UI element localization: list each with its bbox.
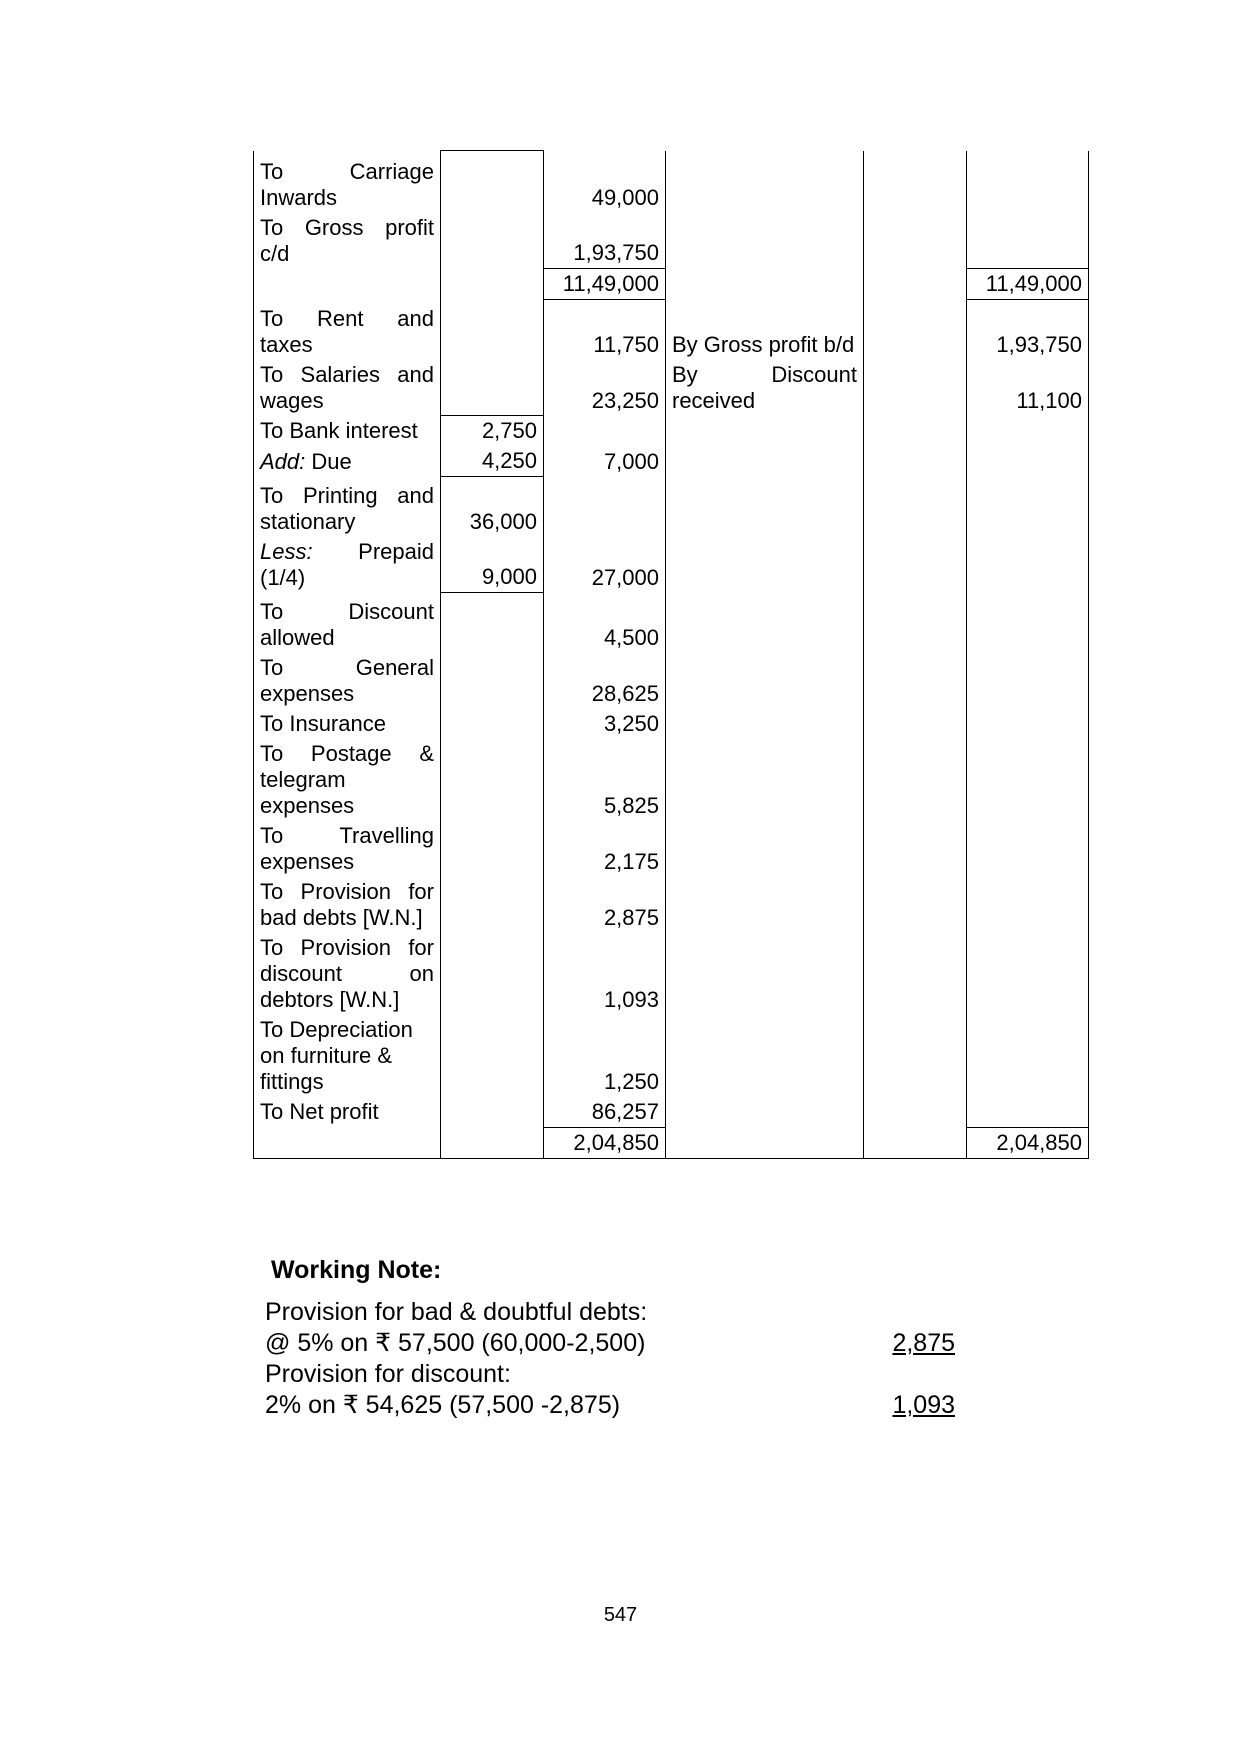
table-row	[254, 739, 1089, 821]
credit-inner-cell	[864, 269, 967, 300]
working-note-calculation: @ 5% on ₹ 57,500 (60,000-2,500)	[265, 1329, 646, 1357]
amount-cell: 3,250	[544, 709, 666, 739]
particulars-cell: To Discount allowed	[254, 593, 441, 653]
credit-amount-cell	[967, 537, 1089, 593]
particulars-cell: To Depreciation on furniture & fittings	[254, 1015, 441, 1097]
credit-particulars-cell: By Discount received	[666, 360, 864, 416]
credit-amount-cell	[967, 1097, 1089, 1128]
table-row	[254, 537, 1089, 593]
particulars-cell	[254, 269, 441, 300]
credit-particulars-cell	[666, 739, 864, 821]
credit-inner-cell	[864, 877, 967, 933]
credit-particulars-cell	[666, 537, 864, 593]
working-note-amount: 1,093	[892, 1391, 955, 1419]
amount-cell: 4,500	[544, 593, 666, 653]
credit-inner-cell	[864, 1015, 967, 1097]
amount-cell: 1,250	[544, 1015, 666, 1097]
credit-amount-cell	[967, 1015, 1089, 1097]
inner-amount-cell	[441, 1015, 544, 1097]
credit-inner-cell	[864, 151, 967, 213]
credit-amount-cell	[967, 593, 1089, 653]
profit-and-loss-account-table	[253, 150, 1089, 1159]
table-row	[254, 151, 1089, 213]
credit-inner-cell	[864, 593, 967, 653]
table-row	[254, 653, 1089, 709]
working-note-title: Working Note:	[271, 1256, 442, 1284]
inner-amount-cell	[441, 933, 544, 1015]
inner-amount-cell	[441, 151, 544, 213]
credit-particulars-cell	[666, 416, 864, 447]
table-row	[254, 1015, 1089, 1097]
inner-amount-cell	[441, 1127, 544, 1158]
particulars-cell	[254, 1127, 441, 1158]
working-note-calculation: 2% on ₹ 54,625 (57,500 -2,875)	[265, 1391, 621, 1419]
inner-amount-cell	[441, 300, 544, 360]
particulars-cell: To Salaries and wages	[254, 360, 441, 416]
credit-particulars-cell	[666, 446, 864, 477]
credit-amount-cell	[967, 739, 1089, 821]
credit-amount-total-cell: 2,04,850	[967, 1127, 1089, 1158]
inner-amount-cell	[441, 877, 544, 933]
particulars-cell: To General expenses	[254, 653, 441, 709]
working-note-line	[265, 1390, 965, 1421]
credit-inner-cell	[864, 537, 967, 593]
credit-amount-cell	[967, 821, 1089, 877]
inner-amount-cell: 4,250	[441, 446, 544, 477]
credit-inner-cell	[864, 446, 967, 477]
working-note	[265, 1297, 965, 1421]
amount-total-cell: 2,04,850	[544, 1127, 666, 1158]
inner-amount-cell	[441, 213, 544, 269]
table-row	[254, 300, 1089, 360]
working-note-heading: Provision for discount:	[265, 1360, 511, 1388]
amount-cell: 11,750	[544, 300, 666, 360]
amount-cell: 1,93,750	[544, 213, 666, 269]
credit-particulars-cell	[666, 269, 864, 300]
credit-particulars-cell	[666, 1097, 864, 1128]
inner-amount-cell	[441, 653, 544, 709]
amount-cell: 7,000	[544, 446, 666, 477]
credit-inner-cell	[864, 477, 967, 537]
credit-particulars-cell	[666, 877, 864, 933]
amount-cell: 28,625	[544, 653, 666, 709]
credit-amount-cell	[967, 477, 1089, 537]
working-note-heading: Provision for bad & doubtful debts:	[265, 1298, 648, 1326]
credit-particulars-cell	[666, 933, 864, 1015]
working-note-amount: 2,875	[892, 1329, 955, 1357]
credit-amount-cell: 1,93,750	[967, 300, 1089, 360]
credit-amount-cell: 11,100	[967, 360, 1089, 416]
credit-inner-cell	[864, 1127, 967, 1158]
amount-cell: 5,825	[544, 739, 666, 821]
amount-cell: 2,175	[544, 821, 666, 877]
inner-amount-cell	[441, 739, 544, 821]
inner-amount-cell	[441, 269, 544, 300]
credit-amount-cell	[967, 933, 1089, 1015]
credit-inner-cell	[864, 300, 967, 360]
credit-particulars-cell	[666, 709, 864, 739]
particulars-cell: To Printing and stationary	[254, 477, 441, 537]
inner-amount-cell: 2,750	[441, 416, 544, 447]
credit-amount-cell	[967, 653, 1089, 709]
table-row	[254, 477, 1089, 537]
credit-particulars-cell	[666, 1127, 864, 1158]
amount-cell	[544, 416, 666, 447]
table-row	[254, 1097, 1089, 1128]
amount-total-cell: 11,49,000	[544, 269, 666, 300]
credit-amount-cell	[967, 213, 1089, 269]
particulars-cell: Add: Due	[254, 446, 441, 477]
particulars-cell: To Bank interest	[254, 416, 441, 447]
table-row	[254, 877, 1089, 933]
credit-amount-cell	[967, 446, 1089, 477]
credit-amount-cell	[967, 877, 1089, 933]
particulars-cell: Less: Prepaid (1/4)	[254, 537, 441, 593]
credit-inner-cell	[864, 739, 967, 821]
table-row	[254, 709, 1089, 739]
table-row-total	[254, 1127, 1089, 1158]
working-note-line	[265, 1328, 965, 1359]
credit-amount-cell	[967, 151, 1089, 213]
credit-inner-cell	[864, 416, 967, 447]
particulars-cell: To Insurance	[254, 709, 441, 739]
inner-amount-cell	[441, 593, 544, 653]
credit-inner-cell	[864, 933, 967, 1015]
table-row	[254, 416, 1089, 447]
credit-particulars-cell	[666, 213, 864, 269]
credit-particulars-cell	[666, 653, 864, 709]
credit-particulars-cell	[666, 1015, 864, 1097]
credit-amount-cell	[967, 709, 1089, 739]
inner-amount-cell: 36,000	[441, 477, 544, 537]
table-row	[254, 360, 1089, 416]
amount-cell: 23,250	[544, 360, 666, 416]
particulars-cell: To Provision for bad debts [W.N.]	[254, 877, 441, 933]
table-row-total	[254, 269, 1089, 300]
credit-amount-total-cell: 11,49,000	[967, 269, 1089, 300]
amount-cell: 27,000	[544, 537, 666, 593]
credit-particulars-cell: By Gross profit b/d	[666, 300, 864, 360]
amount-cell: 2,875	[544, 877, 666, 933]
amount-cell: 1,093	[544, 933, 666, 1015]
credit-inner-cell	[864, 821, 967, 877]
credit-particulars-cell	[666, 821, 864, 877]
table-row	[254, 593, 1089, 653]
particulars-cell: To Rent and taxes	[254, 300, 441, 360]
credit-inner-cell	[864, 709, 967, 739]
credit-inner-cell	[864, 653, 967, 709]
particulars-cell: To Gross profit c/d	[254, 213, 441, 269]
page-number: 547	[603, 1604, 638, 1626]
table-row	[254, 446, 1089, 477]
particulars-cell: To Postage & telegram expenses	[254, 739, 441, 821]
credit-inner-cell	[864, 360, 967, 416]
particulars-cell: To Travelling expenses	[254, 821, 441, 877]
credit-inner-cell	[864, 213, 967, 269]
inner-amount-cell	[441, 360, 544, 416]
credit-inner-cell	[864, 1097, 967, 1128]
inner-amount-cell: 9,000	[441, 537, 544, 593]
inner-amount-cell	[441, 821, 544, 877]
amount-cell: 49,000	[544, 151, 666, 213]
table-row	[254, 213, 1089, 269]
particulars-cell: To Carriage Inwards	[254, 151, 441, 213]
inner-amount-cell	[441, 709, 544, 739]
particulars-cell: To Net profit	[254, 1097, 441, 1128]
table-row	[254, 933, 1089, 1015]
amount-cell: 86,257	[544, 1097, 666, 1128]
particulars-cell: To Provision for discount on debtors [W.N.]	[254, 933, 441, 1015]
credit-particulars-cell	[666, 593, 864, 653]
credit-amount-cell	[967, 416, 1089, 447]
amount-cell	[544, 477, 666, 537]
working-note-line	[265, 1359, 965, 1390]
table-row	[254, 821, 1089, 877]
working-note-line	[265, 1297, 965, 1328]
credit-particulars-cell	[666, 477, 864, 537]
inner-amount-cell	[441, 1097, 544, 1128]
credit-particulars-cell	[666, 151, 864, 213]
